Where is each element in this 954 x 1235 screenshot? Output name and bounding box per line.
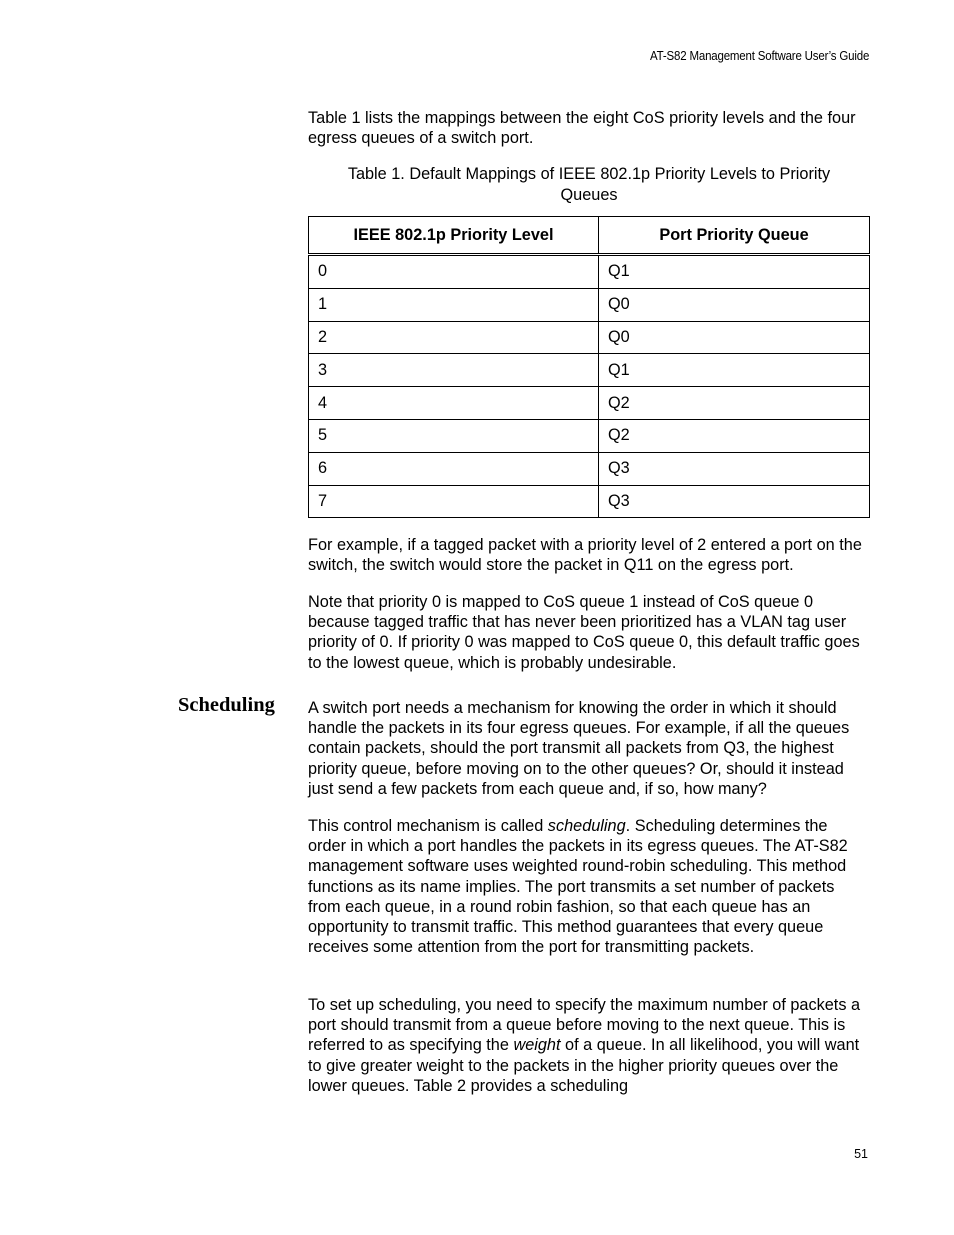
priority-level-cell: 7 [309,485,599,518]
priority-queue-cell: Q1 [599,255,870,289]
priority-level-cell: 6 [309,452,599,485]
priority-level-cell: 5 [309,419,599,452]
priority-level-cell: 3 [309,354,599,387]
weight-term-emphasis: weight [513,1036,561,1055]
priority-queue-cell: Q0 [599,288,870,321]
priority-queue-cell: Q0 [599,321,870,354]
priority-level-cell: 2 [309,321,599,354]
note-paragraph: Note that priority 0 is mapped to CoS queue 1 instead of CoS queue 0 because tagged traffic that has never been prioritized has a VLAN tag user priority of 0. If priority 0 was mapped to CoS queue 0, this default traffic goes to the lowest queue, which is probably undesirable. [308,593,860,672]
table-row [309,387,870,420]
table-row [309,485,870,518]
page-number: 51 [854,1147,868,1161]
scheduling-p3-text-b: of a queue. In all likelihood, you will want to give greater weight to the packets in the higher priority queues over the lower queues. Table 2 provides a scheduling [308,1036,860,1095]
example-paragraph: For example, if a tagged packet with a priority level of 2 entered a port on the switch, the switch would store the packet in Q11 on the egress port. [308,536,862,575]
scheduling-term-emphasis: scheduling [547,817,626,835]
table-row [309,255,870,289]
column-header-priority-queue: Port Priority Queue [599,217,870,255]
priority-level-cell: 1 [309,288,599,321]
table-row [309,321,870,354]
priority-queue-cell: Q2 [599,419,870,452]
scheduling-p2-text-a: This control mechanism is called [308,817,548,835]
table-row [309,354,870,387]
scheduling-p3-text-a: To set up scheduling, you need to specify the maximum number of packets a port should transmit from a queue before moving to the next queue. This is referred to as specifying the [308,996,861,1055]
priority-level-cell: 4 [309,387,599,420]
table-header-row [309,217,870,255]
section-heading-scheduling: Scheduling [178,694,275,716]
priority-queue-cell: Q3 [599,452,870,485]
running-header: AT-S82 Management Software User’s Guide [649,49,869,63]
scheduling-paragraph-3 [308,995,870,1096]
table-row [309,452,870,485]
table-caption-line1: Table 1. Default Mappings of IEEE 802.1p Priority Levels to Priority [347,165,831,183]
table-row [309,288,870,321]
priority-mapping-table [308,216,870,518]
intro-paragraph: Table 1 lists the mappings between the eight CoS priority levels and the four egress queues of a switch port. [308,109,856,148]
scheduling-paragraph-1: A switch port needs a mechanism for knowing the order in which it should handle the packets in its four egress queues. For example, if all the queues contain packets, should the port transmit all packets from Q3, the highest priority queue, before moving on to the other queues? Or, should it instead just send a few packets from each queue and, if so, how many? [308,699,850,798]
priority-queue-cell: Q1 [599,354,870,387]
scheduling-p2-text-b: . Scheduling determines the order in which a port handles the packets in its egress queues. The AT-S82 management software uses weighted round-robin scheduling. This method functions as its name implies. The port transmits a set number of packets from each queue, in a round robin fashion, so that each queue has an opportunity to transmit traffic. This method guarantees that every queue receives some attention from the port for transmitting packets. [308,817,848,957]
table-caption [308,164,870,206]
priority-queue-cell: Q3 [599,485,870,518]
priority-queue-cell: Q2 [599,387,870,420]
column-header-priority-level: IEEE 802.1p Priority Level [309,217,599,255]
priority-level-cell: 0 [309,255,599,289]
table-caption-line2: Queues [560,186,618,204]
scheduling-paragraph-2 [308,816,870,957]
table-row [309,419,870,452]
